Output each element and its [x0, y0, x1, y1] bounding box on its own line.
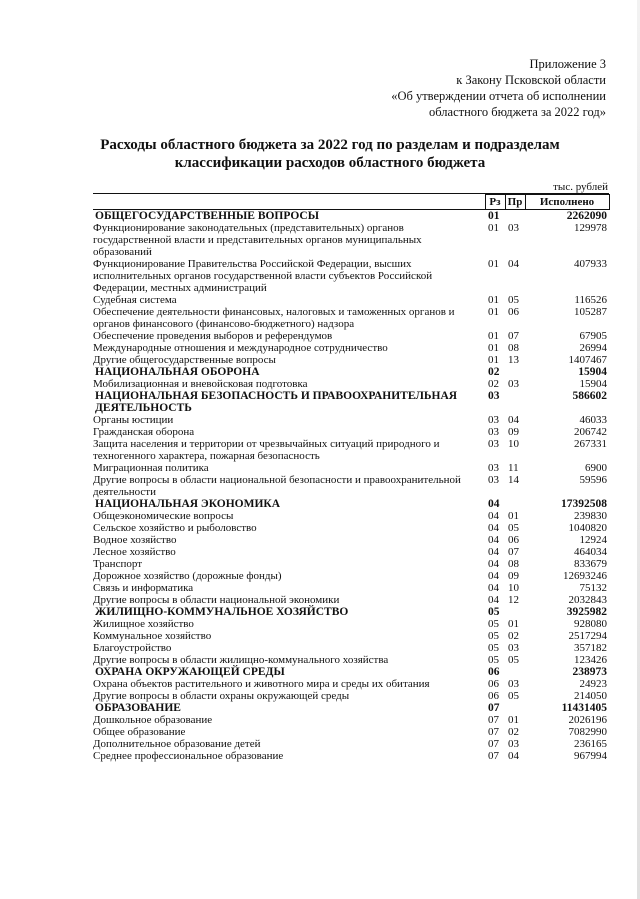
row-value: 59596 — [579, 474, 607, 486]
row-value: 26994 — [579, 342, 607, 354]
row-pr: 05 — [508, 654, 519, 666]
row-rz: 03 — [488, 474, 499, 486]
document-title — [80, 136, 580, 172]
budget-table — [93, 194, 610, 762]
table-row — [93, 618, 609, 630]
table-row — [93, 378, 609, 390]
row-pr: 04 — [508, 414, 519, 426]
row-value: 123426 — [574, 654, 607, 666]
row-pr: 05 — [508, 294, 519, 306]
row-pr: 03 — [508, 222, 519, 234]
row-value: 1407467 — [568, 354, 607, 366]
row-rz: 07 — [488, 702, 500, 714]
row-value: 75132 — [579, 582, 607, 594]
row-pr — [505, 366, 525, 378]
row-rz: 01 — [488, 330, 499, 342]
table-row — [93, 522, 609, 534]
row-name: Гражданская оборона — [93, 426, 195, 438]
row-name: Функционирование законодательных (представительных) органов государственной власти и представительных органов муниципальных образований — [93, 222, 422, 258]
row-value: 24923 — [579, 678, 607, 690]
row-rz: 04 — [488, 546, 499, 558]
row-rz: 02 — [488, 366, 500, 378]
row-pr: 09 — [508, 426, 519, 438]
row-value: 357182 — [574, 642, 607, 654]
budget-table-wrapper — [93, 193, 609, 762]
row-rz: 01 — [488, 294, 499, 306]
row-pr: 01 — [508, 618, 519, 630]
row-rz: 07 — [488, 738, 499, 750]
section-row — [93, 702, 609, 714]
row-name: Другие вопросы в области охраны окружающей среды — [93, 690, 350, 702]
row-pr: 02 — [508, 726, 519, 738]
row-name: Водное хозяйство — [93, 534, 177, 546]
row-value: 267331 — [574, 438, 607, 450]
row-rz: 01 — [488, 258, 499, 270]
row-value: 2032843 — [568, 594, 607, 606]
row-name: Другие вопросы в области национальной экономики — [93, 594, 340, 606]
table-row — [93, 690, 609, 702]
row-pr — [505, 498, 525, 510]
row-value: 833679 — [574, 558, 607, 570]
table-row — [93, 558, 609, 570]
table-row — [93, 438, 609, 462]
row-rz: 04 — [488, 558, 499, 570]
row-rz: 04 — [488, 522, 499, 534]
row-rz: 05 — [488, 618, 499, 630]
row-rz: 01 — [488, 210, 500, 222]
row-pr — [505, 210, 525, 223]
table-row — [93, 630, 609, 642]
table-row — [93, 258, 609, 294]
row-pr: 06 — [508, 534, 519, 546]
row-value: 464034 — [574, 546, 607, 558]
row-pr: 07 — [508, 330, 519, 342]
table-row — [93, 294, 609, 306]
row-name: Другие вопросы в области жилищно-коммунального хозяйства — [93, 654, 389, 666]
table-row — [93, 330, 609, 342]
row-name: ОБРАЗОВАНИЕ — [95, 702, 181, 714]
row-name: НАЦИОНАЛЬНАЯ ЭКОНОМИКА — [95, 498, 281, 510]
row-name: Обеспечение деятельности финансовых, налоговых и таможенных органов и органов финансового (финансово-бюджетного) надзора — [93, 306, 455, 330]
table-row — [93, 714, 609, 726]
row-pr: 04 — [508, 750, 519, 762]
row-value: 116526 — [574, 294, 607, 306]
row-rz: 03 — [488, 426, 499, 438]
row-value: 12924 — [579, 534, 607, 546]
row-pr: 14 — [508, 474, 519, 486]
row-value: 15904 — [578, 366, 607, 378]
row-value: 214050 — [574, 690, 607, 702]
row-name: Сельское хозяйство и рыболовство — [93, 522, 257, 534]
row-pr: 02 — [508, 630, 519, 642]
row-pr: 03 — [508, 378, 519, 390]
table-row — [93, 342, 609, 354]
row-value: 129978 — [574, 222, 607, 234]
title-line-2: классификации расходов областного бюджета — [174, 155, 486, 171]
table-row — [93, 570, 609, 582]
row-pr: 03 — [508, 678, 519, 690]
row-pr: 05 — [508, 690, 519, 702]
row-pr — [505, 390, 525, 414]
row-name: Миграционная политика — [93, 462, 209, 474]
row-name: Общее образование — [93, 726, 186, 738]
row-value: 238973 — [572, 666, 607, 678]
row-name: Транспорт — [93, 558, 143, 570]
row-value: 105287 — [574, 306, 607, 318]
row-rz: 06 — [488, 678, 499, 690]
row-pr: 09 — [508, 570, 519, 582]
section-row — [93, 666, 609, 678]
row-name: ЖИЛИЩНО-КОММУНАЛЬНОЕ ХОЗЯЙСТВО — [95, 606, 349, 618]
row-rz: 04 — [488, 570, 499, 582]
row-pr: 11 — [508, 462, 519, 474]
table-row — [93, 510, 609, 522]
title-line-1: Расходы областного бюджета за 2022 год по разделам и подразделам — [100, 137, 560, 153]
header-name-cell — [93, 195, 485, 210]
row-rz: 01 — [488, 354, 499, 366]
units-label: тыс. рублей — [553, 181, 608, 193]
row-pr: 05 — [508, 522, 519, 534]
appendix-line: «Об утверждении отчета об исполнении — [391, 89, 606, 103]
row-pr: 04 — [508, 258, 519, 270]
row-pr: 08 — [508, 558, 519, 570]
table-row — [93, 726, 609, 738]
row-value: 586602 — [572, 390, 607, 402]
row-rz: 07 — [488, 714, 499, 726]
table-row — [93, 426, 609, 438]
row-name: НАЦИОНАЛЬНАЯ ОБОРОНА — [95, 366, 260, 378]
row-rz: 05 — [488, 630, 499, 642]
row-rz: 07 — [488, 750, 499, 762]
header-row — [93, 195, 609, 210]
table-row — [93, 414, 609, 426]
header-pr: Пр — [505, 195, 525, 210]
appendix-note — [391, 56, 606, 120]
row-rz: 04 — [488, 594, 499, 606]
row-rz: 01 — [488, 306, 499, 318]
row-name: Мобилизационная и вневойсковая подготовка — [93, 378, 308, 390]
row-rz: 07 — [488, 726, 499, 738]
row-pr: 06 — [508, 306, 519, 318]
row-value: 17392508 — [561, 498, 607, 510]
row-rz: 06 — [488, 690, 499, 702]
table-row — [93, 750, 609, 762]
row-value: 967994 — [574, 750, 607, 762]
row-value: 206742 — [574, 426, 607, 438]
table-header — [93, 195, 609, 210]
row-name: Международные отношения и международное сотрудничество — [93, 342, 388, 354]
row-pr: 10 — [508, 582, 519, 594]
row-rz: 04 — [488, 510, 499, 522]
table-row — [93, 594, 609, 606]
row-rz: 04 — [488, 582, 499, 594]
row-name: Функционирование Правительства Российской Федерации, высших исполнительных органов государственной власти субъектов Российской Федерации, местных администраций — [93, 258, 433, 294]
row-pr: 13 — [508, 354, 519, 366]
row-rz: 02 — [488, 378, 499, 390]
row-value: 1040820 — [568, 522, 607, 534]
row-rz: 05 — [488, 606, 500, 618]
row-value: 2517294 — [568, 630, 607, 642]
appendix-line: к Закону Псковской области — [456, 73, 606, 87]
row-name: Другие общегосударственные вопросы — [93, 354, 276, 366]
row-rz: 03 — [488, 462, 499, 474]
row-value: 2262090 — [566, 210, 607, 222]
table-row — [93, 582, 609, 594]
row-value: 407933 — [574, 258, 607, 270]
section-row — [93, 498, 609, 510]
row-pr: 01 — [508, 510, 519, 522]
section-row — [93, 606, 609, 618]
row-rz: 01 — [488, 342, 499, 354]
row-value: 3925982 — [566, 606, 607, 618]
row-name: Органы юстиции — [93, 414, 174, 426]
row-value: 236165 — [574, 738, 607, 750]
row-name: Благоустройство — [93, 642, 172, 654]
row-rz: 03 — [488, 390, 500, 402]
row-rz: 06 — [488, 666, 500, 678]
table-row — [93, 642, 609, 654]
row-pr — [505, 702, 525, 714]
row-name: Среднее профессиональное образование — [93, 750, 284, 762]
row-pr: 07 — [508, 546, 519, 558]
row-pr — [505, 666, 525, 678]
row-pr — [505, 606, 525, 618]
row-pr: 03 — [508, 738, 519, 750]
appendix-line: Приложение 3 — [529, 57, 606, 71]
appendix-line: областного бюджета за 2022 год» — [428, 105, 606, 119]
table-row — [93, 678, 609, 690]
row-rz: 01 — [488, 222, 499, 234]
row-value: 67905 — [579, 330, 607, 342]
table-row — [93, 738, 609, 750]
row-pr: 08 — [508, 342, 519, 354]
header-rz: Рз — [485, 195, 505, 210]
row-rz: 03 — [488, 438, 499, 450]
row-name: Обеспечение проведения выборов и референдумов — [93, 330, 333, 342]
row-rz: 05 — [488, 654, 499, 666]
row-pr: 12 — [508, 594, 519, 606]
row-name: Дорожное хозяйство (дорожные фонды) — [93, 570, 282, 582]
row-pr: 01 — [508, 714, 519, 726]
header-value: Исполнено — [525, 195, 609, 210]
row-pr: 10 — [508, 438, 519, 450]
table-row — [93, 222, 609, 258]
table-row — [93, 534, 609, 546]
table-row — [93, 462, 609, 474]
table-row — [93, 654, 609, 666]
table-row — [93, 354, 609, 366]
row-value: 11431405 — [561, 702, 607, 714]
row-value: 12693246 — [563, 570, 607, 582]
row-rz: 04 — [488, 534, 499, 546]
row-value: 928080 — [574, 618, 607, 630]
row-pr: 03 — [508, 642, 519, 654]
section-row — [93, 210, 609, 223]
row-name: Другие вопросы в области национальной безопасности и правоохранительной деятельности — [93, 474, 461, 498]
row-name: Связь и информатика — [93, 582, 194, 594]
row-rz: 05 — [488, 642, 499, 654]
row-name: ОХРАНА ОКРУЖАЮЩЕЙ СРЕДЫ — [95, 666, 285, 678]
table-body — [93, 210, 609, 763]
row-rz: 03 — [488, 414, 499, 426]
row-name: Судебная система — [93, 294, 177, 306]
section-row — [93, 390, 609, 414]
table-row — [93, 546, 609, 558]
row-name: ОБЩЕГОСУДАРСТВЕННЫЕ ВОПРОСЫ — [95, 210, 320, 222]
row-rz: 04 — [488, 498, 500, 510]
row-name: Дополнительное образование детей — [93, 738, 261, 750]
row-name: Общеэкономические вопросы — [93, 510, 234, 522]
table-row — [93, 474, 609, 498]
row-value: 7082990 — [568, 726, 607, 738]
row-name: Защита населения и территории от чрезвычайных ситуаций природного и техногенного характера, пожарная безопасность — [93, 438, 440, 462]
table-row — [93, 306, 609, 330]
row-name: НАЦИОНАЛЬНАЯ БЕЗОПАСНОСТЬ И ПРАВООХРАНИТЕЛЬНАЯ ДЕЯТЕЛЬНОСТЬ — [95, 390, 458, 414]
row-name: Охрана объектов растительного и животного мира и среды их обитания — [93, 678, 430, 690]
section-row — [93, 366, 609, 378]
row-name: Коммунальное хозяйство — [93, 630, 212, 642]
row-name: Лесное хозяйство — [93, 546, 176, 558]
row-value: 2026196 — [568, 714, 607, 726]
row-value: 46033 — [579, 414, 607, 426]
row-value: 6900 — [585, 462, 607, 474]
row-name: Жилищное хозяйство — [93, 618, 194, 630]
row-value: 239830 — [574, 510, 607, 522]
row-name: Дошкольное образование — [93, 714, 213, 726]
row-value: 15904 — [579, 378, 607, 390]
